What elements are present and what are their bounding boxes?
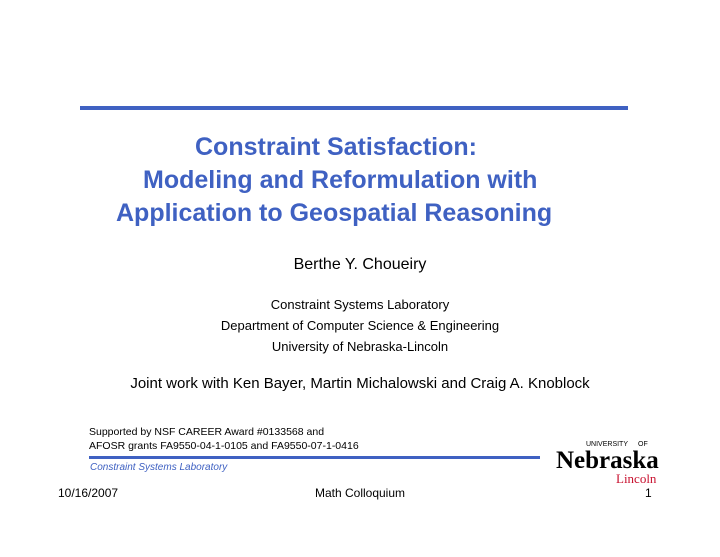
footer-date: 10/16/2007 bbox=[58, 486, 119, 500]
footer-page-number: 1 bbox=[645, 486, 652, 500]
university-nebraska-logo bbox=[556, 436, 660, 486]
affiliation-university: University of Nebraska-Lincoln bbox=[271, 339, 449, 354]
support-line-2: AFOSR grants FA9550-04-1-0105 and FA9550-07-1-0416 bbox=[89, 440, 359, 452]
affiliation-department: Department of Computer Science & Engineering bbox=[220, 318, 500, 333]
footer-divider bbox=[89, 456, 540, 459]
slide-title-line-1: Constraint Satisfaction: bbox=[195, 133, 477, 161]
top-divider bbox=[80, 106, 628, 110]
logo-university-text: UNIVERSITY bbox=[586, 441, 629, 448]
logo-lincoln-text: Lincoln bbox=[616, 471, 657, 486]
footer-lab-name: Constraint Systems Laboratory bbox=[90, 462, 228, 473]
logo-of-text: OF bbox=[638, 441, 648, 448]
logo-nebraska-text: Nebraska bbox=[556, 447, 659, 474]
slide-title-line-3: Application to Geospatial Reasoning bbox=[116, 199, 553, 227]
joint-work-credit: Joint work with Ken Bayer, Martin Michalowski and Craig A. Knoblock bbox=[130, 375, 590, 392]
author-name: Berthe Y. Choueiry bbox=[293, 256, 427, 273]
support-line-1: Supported by NSF CAREER Award #0133568 and bbox=[89, 426, 325, 438]
footer-event: Math Colloquium bbox=[314, 486, 406, 500]
slide-title-line-2: Modeling and Reformulation with bbox=[143, 166, 538, 194]
affiliation-lab: Constraint Systems Laboratory bbox=[270, 297, 450, 312]
